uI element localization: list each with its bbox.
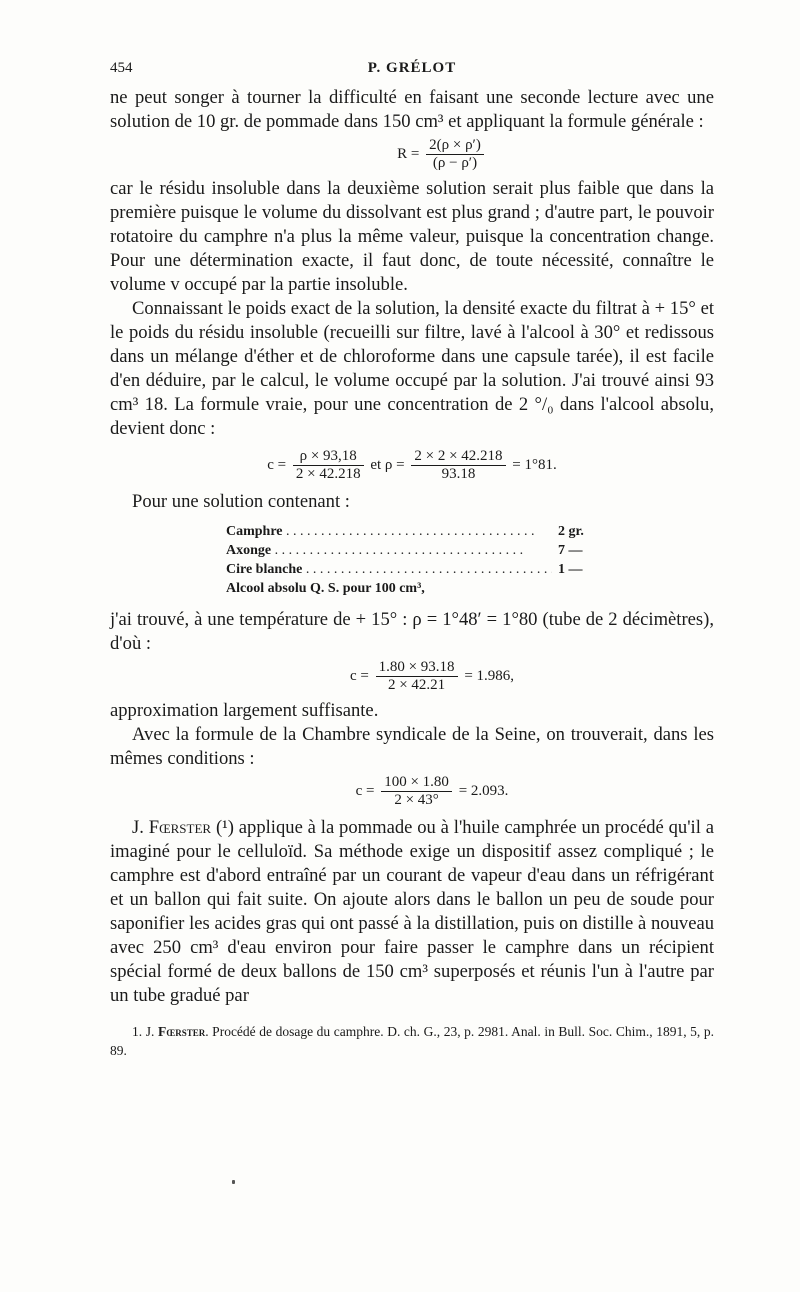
page-number: 454 [110,60,133,76]
running-head: P. GRÉLOT [367,60,457,76]
formula-c-numerator: ρ × 93,18 [293,449,364,466]
formula-r-numerator: 2(ρ × ρ′) [426,138,484,155]
paragraph-7: Avec la formule de la Chambre syndicale de la Seine, on trouverait, dans les mêmes conditions : [110,724,714,769]
recipe-quantity: 7 — [552,541,598,560]
formula-c2 [150,660,714,693]
body-text [110,86,714,1008]
formula-rho-result: = 1°81. [512,456,557,473]
recipe-quantity: 2 gr. [552,522,598,541]
formula-r-fraction [426,138,484,171]
recipe-ingredient: Alcool absolu Q. S. pour 100 cm³, [226,581,425,596]
recipe-list [226,522,598,598]
formula-c3-result: = 2.093. [458,782,509,799]
footnote-author: Fœrster [157,1024,206,1039]
formula-c2-result: = 1.986, [464,667,515,684]
page-header [110,60,714,86]
formula-c2-numerator: 1.80 × 93.18 [376,660,458,677]
paragraph-8-text: applique à la pommade ou à l'huile camphrée un procédé qu'il a imaginé pour le celluloïd. Sa méthode exige un dispositif assez compliqué ; le camphre est d'abord entraîné par un courant de vapeur d'eau dans un réfrigérant et un ballon qui fait suite. On ajoute alors dans le ballon un peu de soude pour saponifier les acides gras qui ont passé à la distillation, puis on distille à nouveau avec 250 cm³ d'eau environ pour faire passer le camphre dans un récipient spécial formé de deux ballons de 150 cm³ superposés et réunis l'un à l'autre par un tube gradué par [110,817,714,1006]
formula-rho-numerator: 2 × 2 × 42.218 [411,449,505,466]
formula-rho-denominator: 93.18 [441,466,476,482]
formula-c2-fraction [376,660,458,693]
formula-c3-lhs: c = [355,782,375,799]
formula-c2-denominator: 2 × 42.21 [387,677,446,693]
recipe-ingredient: Cire blanche . . . [226,560,552,579]
paragraph-5: j'ai trouvé, à une température de + 15° : ρ = 1°48′ = 1°80 (tube de 2 décimètres), d'où : [110,609,714,654]
ink-speck [232,1180,235,1184]
paragraph-3: Connaissant le poids exact de la solution, la densité exacte du filtrat à + 15° et le poids du résidu insoluble (recueilli sur filtre, lavé à l'alcool à 30° et redissous dans un mélange d'éther et de chloroforme dans une capsule tarée), il est facile d'en déduire, par le calcul, le volume occupé par la solution. J'ai trouvé ainsi 93 cm³ 18. La formule vraie, pour une concentration de 2 °/₀ dans l'alcool absolu, devient donc : [110,298,714,439]
footnote-text: . Procédé de dosage du camphre. D. ch. G., 23, p. 2981. Anal. in Bull. Soc. Chim., 1891, 5, p. 89. [110,1024,714,1058]
formula-c3-fraction [381,775,452,808]
author-name: J. Fœrster [132,817,212,838]
recipe-ingredient: Camphre . . . [226,522,552,541]
paragraph-4: Pour une solution contenant : [132,491,350,512]
formula-r [170,138,714,171]
recipe-row [226,522,598,541]
recipe-quantity: 1 — [552,560,598,579]
formula-c-lhs: c = [267,456,287,473]
formula-r-denominator: (ρ − ρ′) [432,155,478,171]
paragraph-6: approximation largement suffisante. [110,700,379,721]
paragraph-2: car le résidu insoluble dans la deuxième solution serait plus faible que dans la première puisque le volume du dissolvant est plus grand ; d'autre part, le pouvoir rotatoire du camphre n'a plus la même valeur, puisque la concentration change. Pour une détermination exacte, il faut donc, de toute nécessité, connaître le volume v occupé par la partie insoluble. [110,178,714,295]
recipe-row [226,579,598,598]
formula-r-lhs: R = [397,145,420,162]
formula-rho-lhs: et ρ = [370,456,405,473]
formula-c-denominator: 2 × 42.218 [295,466,361,482]
formula-c-rho [110,449,714,482]
formula-c-fraction [293,449,364,482]
document-page [110,60,714,1060]
paragraph-1: ne peut songer à tourner la difficulté en faisant une seconde lecture avec une solution de 10 gr. de pommade dans 150 cm³ et appliquant la formule générale : [110,87,714,132]
footnote-reference: (¹) [215,817,234,838]
formula-c3-denominator: 2 × 43° [394,792,439,808]
footnote [110,1022,714,1060]
recipe-row [226,560,598,579]
formula-rho-fraction [411,449,505,482]
formula-c3 [150,775,714,808]
formula-c3-numerator: 100 × 1.80 [381,775,452,792]
paragraph-8 [110,816,714,1008]
footnote-marker: 1. J. [132,1024,155,1039]
recipe-ingredient: Axonge . . . [226,541,552,560]
formula-c2-lhs: c = [349,667,369,684]
recipe-row [226,541,598,560]
